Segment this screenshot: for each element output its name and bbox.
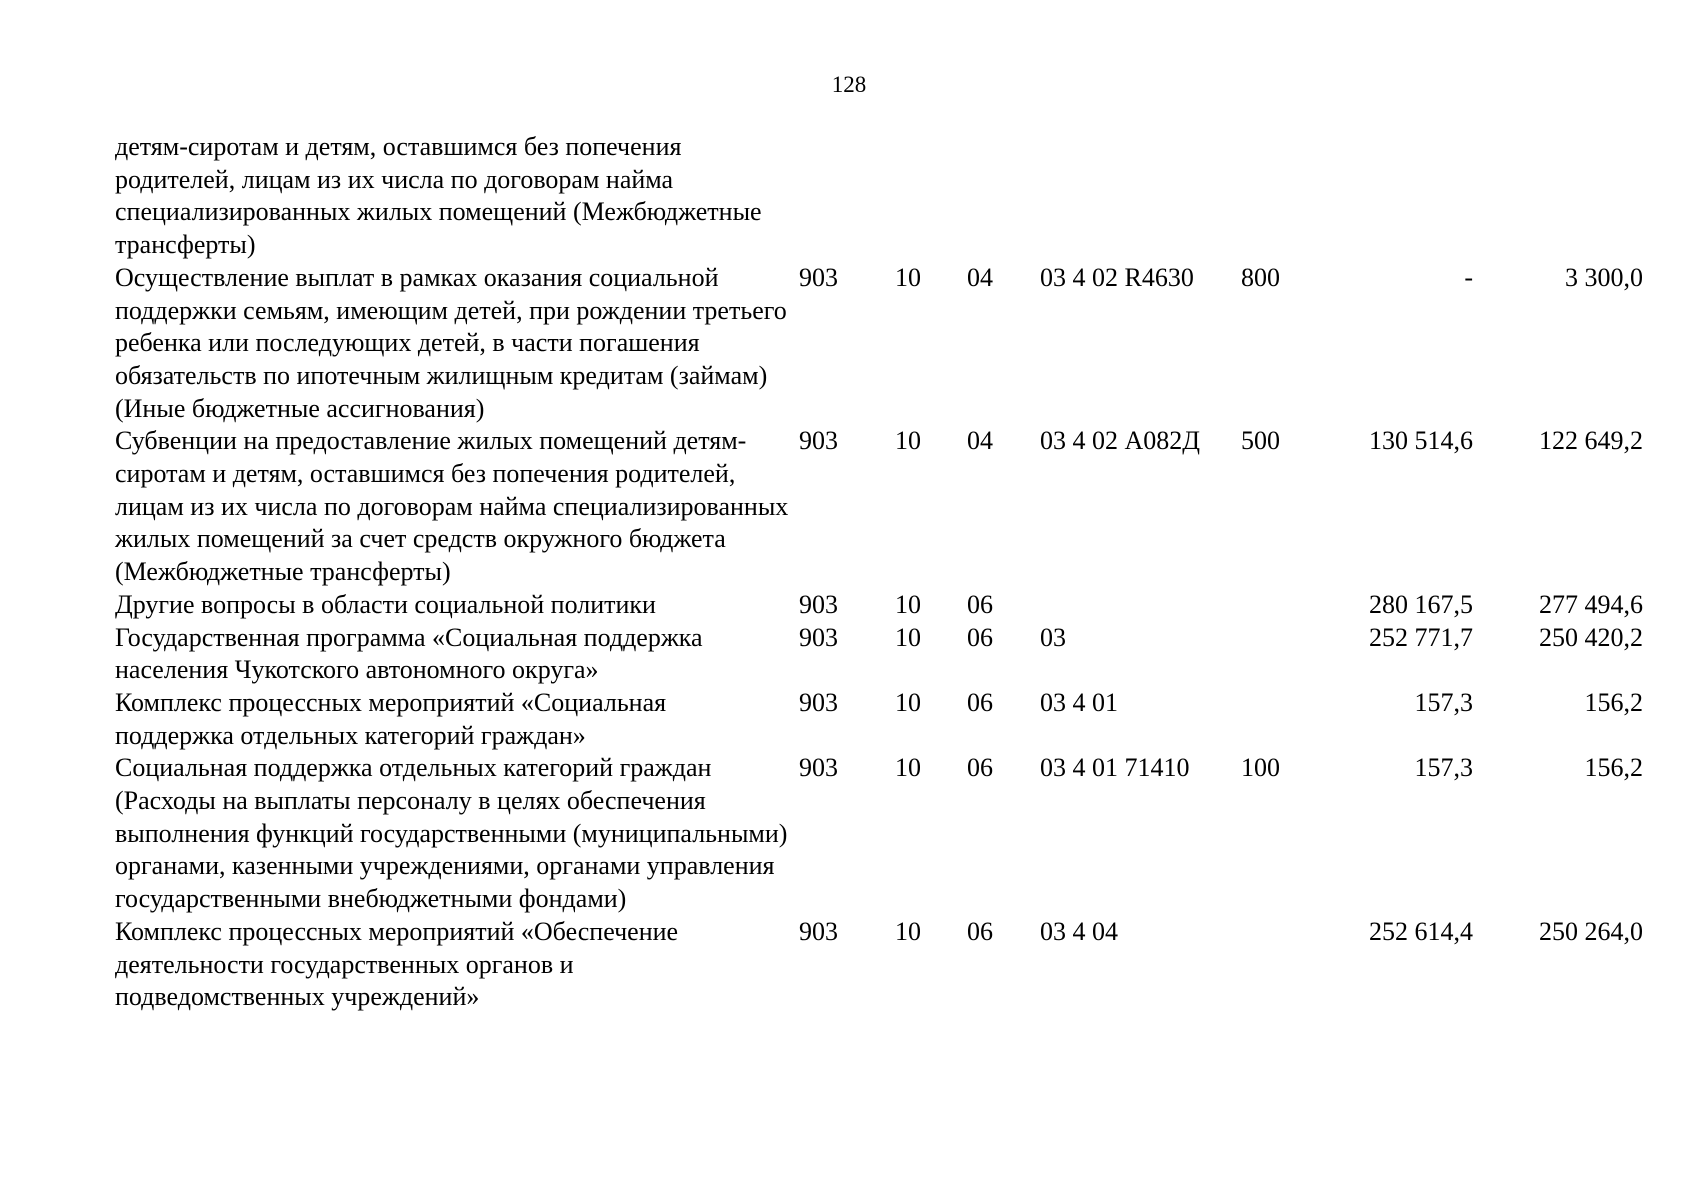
row-subsection-code: 06 [967,753,993,783]
row-grbs-code: 903 [799,262,838,292]
budget-table [115,131,1643,1014]
row-target-article-code: 03 4 02 А082Д [1040,426,1201,456]
row-amount-year-1: 280 167,5 [1369,589,1473,619]
row-expense-type-code: 100 [1241,753,1280,783]
row-description: Комплекс процессных мероприятий «Обеспечение деятельности государственных органов и подведомственных учреждений» [115,916,679,1012]
row-expense-type-code [1241,589,1341,622]
table-row [115,425,1643,589]
row-section-code: 10 [895,262,921,292]
row-subsection-code: 06 [967,589,993,619]
table-row [115,262,1643,426]
row-description: Комплекс процессных мероприятий «Социальная поддержка отдельных категорий граждан» [115,687,667,750]
table-row [115,622,1643,687]
row-subsection-code: 04 [967,426,993,456]
row-amount-year-1: - [1464,262,1473,292]
row-amount-year-1: 157,3 [1414,753,1473,783]
row-amount-year-2: 250 264,0 [1539,916,1643,946]
row-grbs-code: 903 [799,426,838,456]
row-target-article-code: 03 4 01 [1040,687,1118,717]
table-row [115,131,1643,262]
row-section-code: 10 [895,687,921,717]
row-target-article-code: 03 4 02 R4630 [1040,262,1194,292]
row-amount-year-1: 157,3 [1414,687,1473,717]
row-target-article-code [1040,131,1241,262]
row-amount-year-2: 277 494,6 [1539,589,1643,619]
row-expense-type-code [1241,622,1341,687]
row-subsection-code: 04 [967,262,993,292]
row-section-code: 10 [895,426,921,456]
row-expense-type-code [1241,916,1341,1014]
row-amount-year-2 [1473,131,1643,262]
row-section-code: 10 [895,753,921,783]
row-description: Осуществление выплат в рамках оказания социальной поддержки семьям, имеющим детей, при рождении третьего ребенка или последующих детей, в части погашения обязательств по ипотечным жилищным кредитам (займам) (Иные бюджетные ассигнования) [115,262,787,423]
row-grbs-code: 903 [799,753,838,783]
table-row [115,752,1643,916]
row-grbs-code: 903 [799,589,838,619]
row-subsection-code: 06 [967,622,993,652]
row-expense-type-code [1241,687,1341,752]
row-description: детям-сиротам и детям, оставшимся без попечения родителей, лицам из их числа по договорам найма специализированных жилых помещений (Межбюджетные трансферты) [115,132,762,260]
row-amount-year-2: 250 420,2 [1539,622,1643,652]
table-row [115,589,1643,622]
row-subsection-code: 06 [967,687,993,717]
table-row [115,687,1643,752]
row-grbs-code: 903 [799,687,838,717]
row-expense-type-code [1241,131,1341,262]
row-target-article-code [1040,589,1241,622]
row-amount-year-2: 122 649,2 [1539,426,1643,456]
table-row [115,916,1643,1014]
row-description: Субвенции на предоставление жилых помещений детям-сиротам и детям, оставшимся без попечения родителей, лицам из их числа по договорам найма специализированных жилых помещений за счет средств окружного бюджета (Межбюджетные трансферты) [115,426,789,587]
row-amount-year-1: 252 771,7 [1369,622,1473,652]
row-amount-year-1 [1341,131,1473,262]
row-description: Социальная поддержка отдельных категорий граждан (Расходы на выплаты персоналу в целях обеспечения выполнения функций государственными (муниципальными) органами, казенными учреждениями, органами управления государственными внебюджетными фондами) [115,753,788,914]
row-amount-year-1: 252 614,4 [1369,916,1473,946]
row-section-code: 10 [895,589,921,619]
row-amount-year-1: 130 514,6 [1369,426,1473,456]
row-subsection-code: 06 [967,916,993,946]
row-expense-type-code: 800 [1241,262,1280,292]
row-grbs-code: 903 [799,622,838,652]
row-target-article-code: 03 4 04 [1040,916,1118,946]
row-target-article-code: 03 [1040,622,1066,652]
row-target-article-code: 03 4 01 71410 [1040,753,1190,783]
row-amount-year-2: 3 300,0 [1565,262,1643,292]
row-description: Другие вопросы в области социальной политики [115,589,656,619]
row-grbs-code: 903 [799,916,838,946]
row-expense-type-code: 500 [1241,426,1280,456]
row-section-code [895,131,967,262]
page-number: 128 [831,72,867,97]
row-subsection-code [967,131,1040,262]
row-grbs-code [799,131,895,262]
row-amount-year-2: 156,2 [1584,753,1643,783]
row-amount-year-2: 156,2 [1584,687,1643,717]
row-description: Государственная программа «Социальная поддержка населения Чукотского автономного округа» [115,622,703,685]
row-section-code: 10 [895,622,921,652]
row-section-code: 10 [895,916,921,946]
